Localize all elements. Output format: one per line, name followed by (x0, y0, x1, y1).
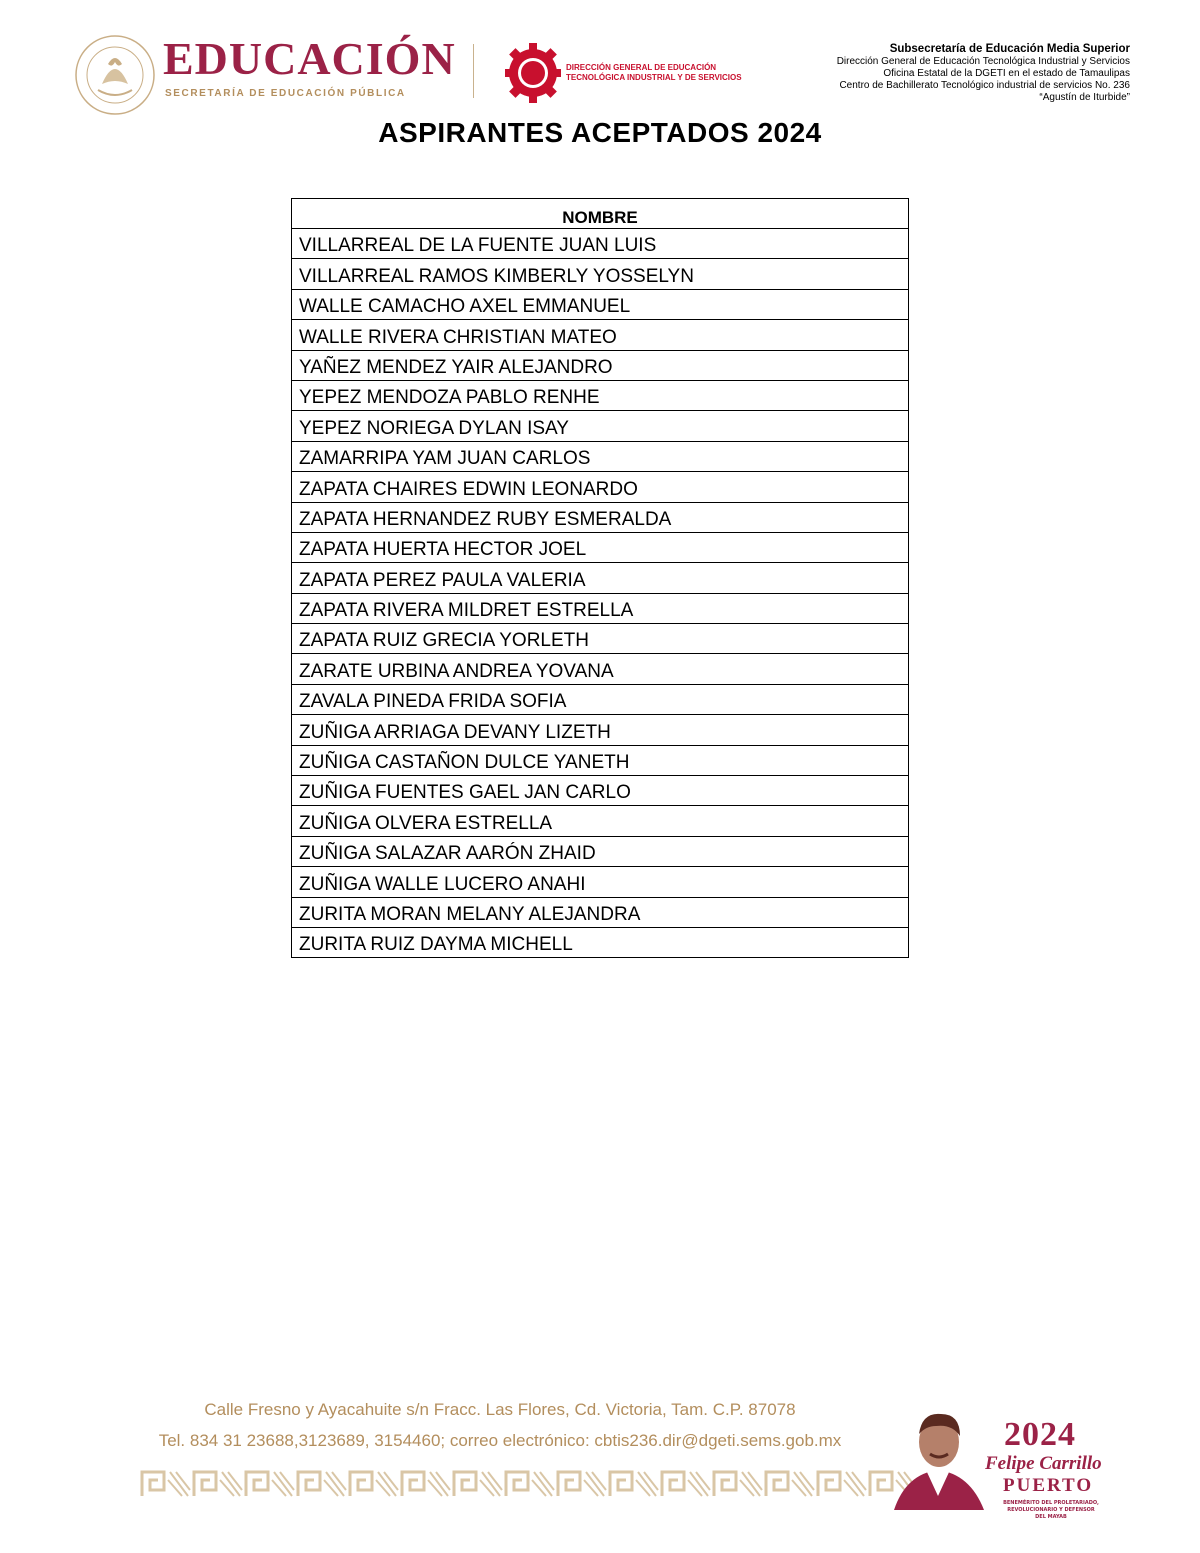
applicant-name: ZUÑIGA SALAZAR AARÓN ZHAID (292, 836, 909, 866)
table-row (292, 867, 909, 897)
table-row (292, 806, 909, 836)
footer-contact: Tel. 834 31 23688,3123689, 3154460; correo electrónico: cbtis236.dir@dgeti.sems.gob.mx (158, 1431, 842, 1450)
table-row (292, 289, 909, 319)
institution-line-1: Subsecretaría de Educación Media Superior (889, 43, 1130, 55)
table-row (292, 441, 909, 471)
table-row (292, 532, 909, 562)
table-row (292, 836, 909, 866)
applicant-name: ZAVALA PINEDA FRIDA SOFIA (292, 684, 909, 714)
table-row (292, 472, 909, 502)
column-header-nombre: NOMBRE (292, 199, 909, 229)
applicant-name: ZAPATA HUERTA HECTOR JOEL (292, 532, 909, 562)
table-row (292, 745, 909, 775)
dgeti-name (566, 63, 766, 82)
table-row (292, 502, 909, 532)
year-name: Felipe Carrillo (985, 1453, 1102, 1474)
applicant-name: ZURITA RUIZ DAYMA MICHELL (292, 927, 909, 957)
institution-line-3: Oficina Estatal de la DGETI en el estado de Tamaulipas (883, 68, 1130, 79)
table-row (292, 563, 909, 593)
applicant-name: ZAPATA HERNANDEZ RUBY ESMERALDA (292, 502, 909, 532)
table-row (292, 229, 909, 259)
table-row (292, 380, 909, 410)
applicant-name: ZUÑIGA CASTAÑON DULCE YANETH (292, 745, 909, 775)
table-row (292, 776, 909, 806)
applicant-name: ZUÑIGA FUENTES GAEL JAN CARLO (292, 776, 909, 806)
dgeti-line-1: DIRECCIÓN GENERAL DE EDUCACIÓN (566, 63, 717, 72)
table-row (292, 593, 909, 623)
applicant-name: ZAPATA RUIZ GRECIA YORLETH (292, 624, 909, 654)
year-motto-text (996, 1498, 1106, 1520)
table-row (292, 350, 909, 380)
motto-line-1: BENEMÉRITO DEL PROLETARIADO, (1003, 1500, 1099, 1506)
brand-subtitle: SECRETARÍA DE EDUCACIÓN PÚBLICA (165, 88, 406, 99)
felipe-carrillo-portrait (886, 1404, 991, 1510)
applicant-name: ZUÑIGA OLVERA ESTRELLA (292, 806, 909, 836)
year-logo: 2024 (1004, 1416, 1076, 1453)
applicant-name: ZARATE URBINA ANDREA YOVANA (292, 654, 909, 684)
motto-line-3: DEL MAYAB (1035, 1514, 1067, 1520)
applicant-name: YAÑEZ MENDEZ YAIR ALEJANDRO (292, 350, 909, 380)
table-row (292, 897, 909, 927)
applicant-name: VILLARREAL RAMOS KIMBERLY YOSSELYN (292, 259, 909, 289)
table-row (292, 320, 909, 350)
page-title: ASPIRANTES ACEPTADOS 2024 (378, 117, 822, 148)
applicant-name: WALLE RIVERA CHRISTIAN MATEO (292, 320, 909, 350)
applicant-name: YEPEZ MENDOZA PABLO RENHE (292, 380, 909, 410)
applicant-name: WALLE CAMACHO AXEL EMMANUEL (292, 289, 909, 319)
header-divider (473, 44, 474, 98)
coat-of-arms-seal (74, 34, 156, 116)
institution-line-4: Centro de Bachillerato Tecnológico industrial de servicios No. 236 (839, 80, 1130, 91)
table-row (292, 259, 909, 289)
table-row (292, 411, 909, 441)
applicant-name: ZAPATA PEREZ PAULA VALERIA (292, 563, 909, 593)
table-row (292, 684, 909, 714)
applicant-name: ZURITA MORAN MELANY ALEJANDRA (292, 897, 909, 927)
applicant-name: ZUÑIGA WALLE LUCERO ANAHI (292, 867, 909, 897)
applicant-name: VILLARREAL DE LA FUENTE JUAN LUIS (292, 229, 909, 259)
table-row (292, 715, 909, 745)
accepted-applicants-table (291, 198, 909, 958)
institution-line-5: “Agustín de Iturbide” (1039, 92, 1130, 103)
table-header-row (292, 199, 909, 229)
motto-line-2: REVOLUCIONARIO Y DEFENSOR (1007, 1507, 1095, 1513)
applicant-name: YEPEZ NORIEGA DYLAN ISAY (292, 411, 909, 441)
applicant-name: ZUÑIGA ARRIAGA DEVANY LIZETH (292, 715, 909, 745)
institution-line-2: Dirección General de Educación Tecnológica Industrial y Servicios (836, 56, 1130, 67)
applicant-name: ZAPATA RIVERA MILDRET ESTRELLA (292, 593, 909, 623)
brand-title: EDUCACIÓN (163, 33, 456, 84)
dgeti-line-2: TECNOLÓGICA INDUSTRIAL Y DE SERVICIOS (566, 72, 742, 82)
applicant-name: ZAPATA CHAIRES EDWIN LEONARDO (292, 472, 909, 502)
table-row (292, 654, 909, 684)
applicant-name: ZAMARRIPA YAM JUAN CARLOS (292, 441, 909, 471)
table-row (292, 927, 909, 957)
dgeti-gear-logo (503, 38, 563, 108)
year-surname: PUERTO (1003, 1475, 1094, 1496)
decorative-pattern-band (140, 1466, 920, 1502)
footer-address: Calle Fresno y Ayacahuite s/n Fracc. Las Flores, Cd. Victoria, Tam. C.P. 87078 (204, 1400, 796, 1419)
table-row (292, 624, 909, 654)
institution-header (837, 42, 1130, 104)
